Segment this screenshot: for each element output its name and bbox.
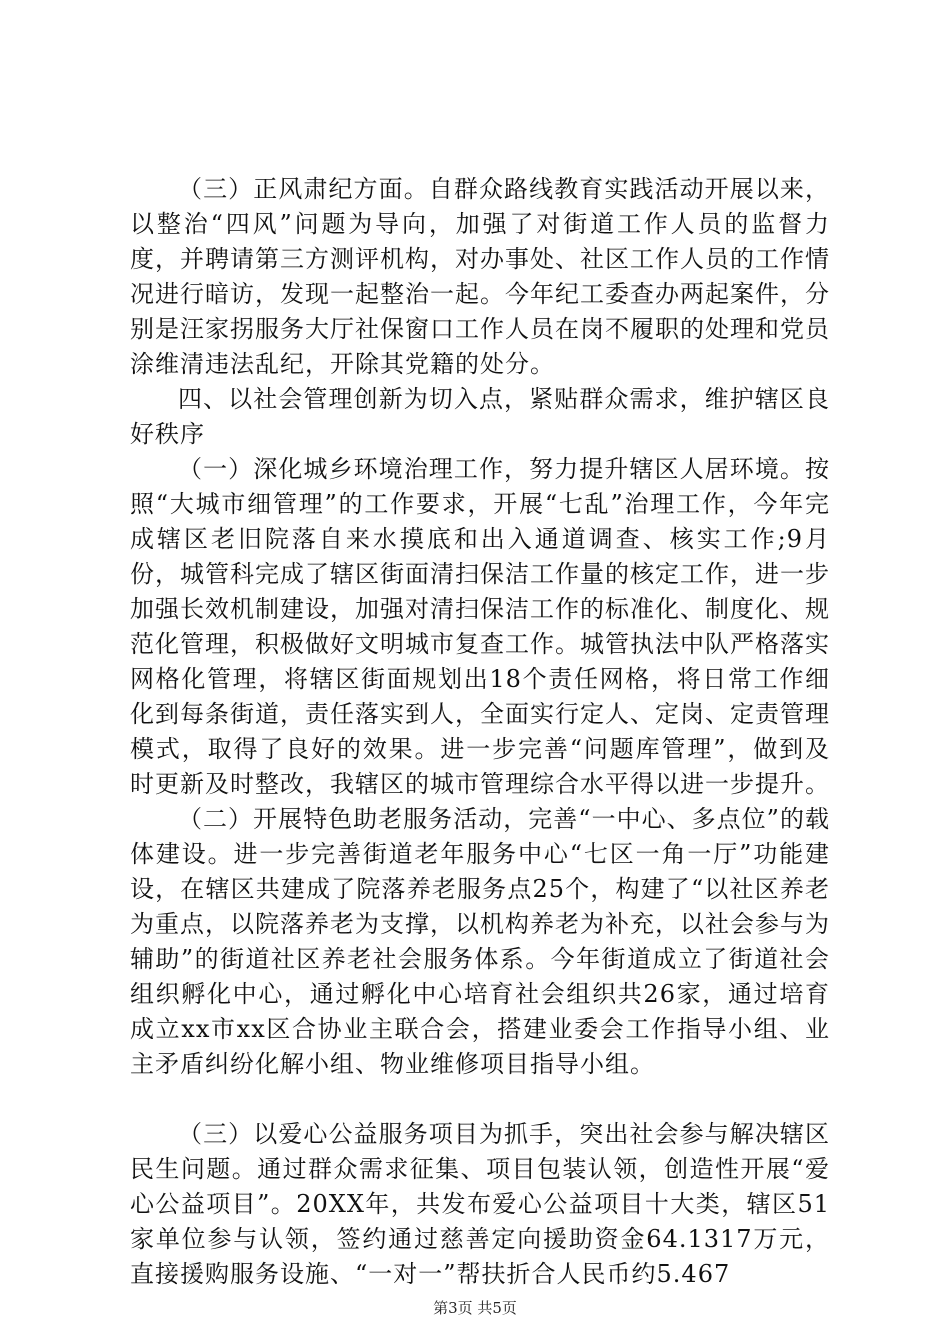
page-number-footer: 第3页 共5页: [433, 1299, 517, 1317]
paragraph-environment: （一）深化城乡环境治理工作，努力提升辖区人居环境。按照“大城市细管理”的工作要求，开展“七乱”治理工作，今年完成辖区老旧院落自来水摸底和出入通道调查、核实工作;9月份，城管科完成了辖区街面清扫保洁工作量的核定工作，进一步加强长效机制建设，加强对清扫保洁工作的标准化、制度化、规范化管理，积极做好文明城市复查工作。城管执法中队严格落实网格化管理，将辖区街面规划出18个责任网格，将日常工作细化到每条街道，责任落实到人，全面实行定人、定岗、定责管理模式，取得了良好的效果。进一步完善“问题库管理”，做到及时更新及时整改，我辖区的城市管理综合水平得以进一步提升。: [130, 455, 830, 798]
paragraph-elderly-service: （二）开展特色助老服务活动，完善“一中心、多点位”的载体建设。进一步完善街道老年服务中心“七区一角一厅”功能建设，在辖区共建成了院落养老服务点25个，构建了“以社区养老为重点，以院落养老为支撑，以机构养老为补充，以社会参与为辅助”的街道社区养老社会服务体系。今年街道成立了街道社会组织孵化中心，通过孵化中心培育社会组织共26家，通过培育成立xx市xx区合协业主联合会，搭建业委会工作指导小组、业主矛盾纠纷化解小组、物业维修项目指导小组。: [130, 805, 830, 1078]
section-heading-four: 四、以社会管理创新为切入点，紧贴群众需求，维护辖区良好秩序: [130, 385, 830, 448]
paragraph-discipline: （三）正风肃纪方面。自群众路线教育实践活动开展以来，以整治“四风”问题为导向，加强了对街道工作人员的监督力度，并聘请第三方测评机构，对办事处、社区工作人员的工作情况进行暗访，发现一起整治一起。今年纪工委查办两起案件，分别是汪家拐服务大厅社保窗口工作人员在岗不履职的处理和党员涂维清违法乱纪，开除其党籍的处分。: [130, 175, 830, 378]
document-body: [130, 172, 830, 1292]
paragraph-charity: （三）以爱心公益服务项目为抓手，突出社会参与解决辖区民生问题。通过群众需求征集、项目包装认领，创造性开展“爱心公益项目”。20XX年，共发布爱心公益项目十大类，辖区51家单位参与认领，签约通过慈善定向援助资金64.1317万元，直接援购服务设施、“一对一”帮扶折合人民币约5.467: [130, 1120, 830, 1288]
